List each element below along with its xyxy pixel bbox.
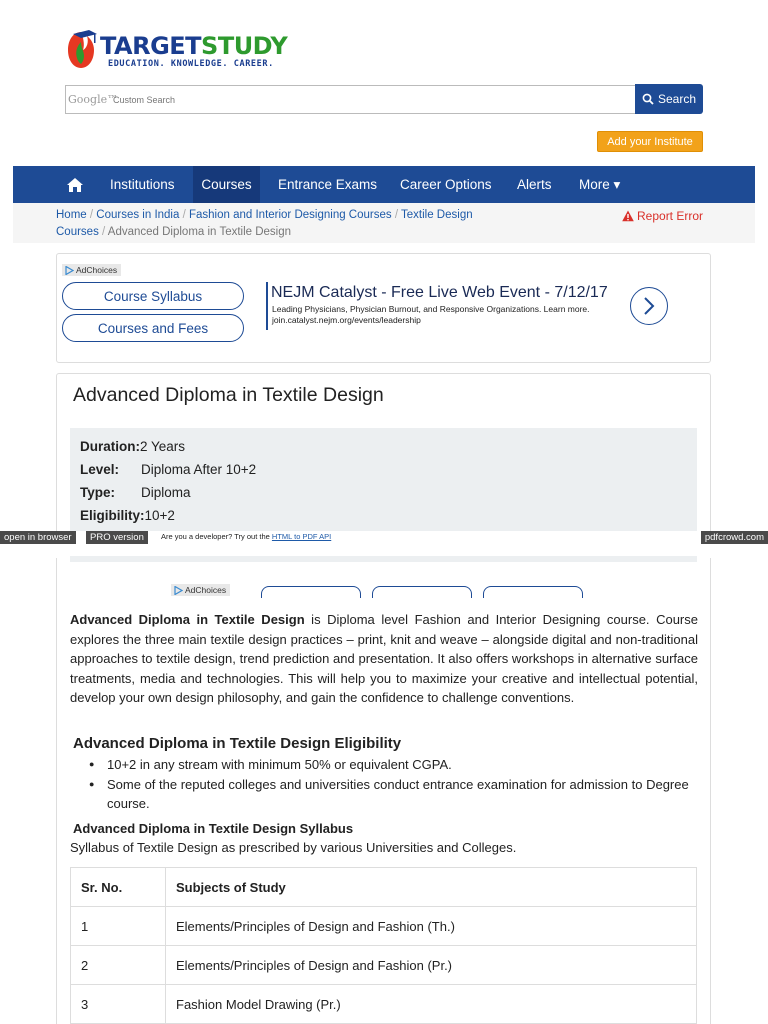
info-type: Type: Diploma: [80, 485, 191, 500]
column-header-sr-no: Sr. No.: [71, 868, 166, 907]
course-syllabus-button[interactable]: Course Syllabus: [62, 282, 244, 310]
logo-flame-icon: [64, 28, 98, 72]
ad-next-button[interactable]: [630, 287, 668, 325]
info-duration: Duration:2 Years: [80, 439, 186, 454]
cell-sr-no: 3: [71, 985, 166, 1024]
add-institute-button[interactable]: Add your Institute: [597, 131, 703, 152]
chevron-right-icon: [641, 297, 657, 315]
list-item: ● Some of the reputed colleges and universities conduct entrance examination for admission to Degree course.: [89, 775, 689, 814]
open-in-browser-button[interactable]: open in browser: [0, 531, 76, 544]
nav-courses[interactable]: Courses: [193, 166, 260, 203]
nav-entrance-exams[interactable]: Entrance Exams: [278, 177, 378, 192]
breadcrumb-textile-design-courses[interactable]: Textile Design Courses: [56, 209, 473, 238]
search-icon: [642, 93, 654, 105]
cell-subject: Fashion Model Drawing (Pr.): [166, 985, 697, 1024]
adchoices-label: AdChoices: [185, 585, 227, 595]
table-row: [71, 985, 697, 1024]
html-to-pdf-api-link[interactable]: HTML to PDF API: [271, 532, 332, 541]
cell-subject: Elements/Principles of Design and Fashion (Pr.): [166, 946, 697, 985]
table-row: [71, 907, 697, 946]
search-placeholder: Custom Search: [113, 95, 176, 105]
logo-wordmark: TARGETSTUDY: [100, 32, 288, 60]
nav-more-dropdown[interactable]: More ▾: [579, 176, 621, 192]
ad-title[interactable]: NEJM Catalyst - Free Live Web Event - 7/12/17: [271, 284, 608, 301]
info-level: Level: Diploma After 10+2: [80, 462, 257, 477]
syllabus-table: [70, 867, 697, 1024]
breadcrumb-courses-in-india[interactable]: Courses in India: [96, 209, 180, 221]
ad-link-button-3[interactable]: [483, 586, 583, 598]
adchoices-badge[interactable]: [62, 264, 121, 276]
adchoices-icon: [174, 586, 183, 595]
table-header-row: [71, 868, 697, 907]
nav-alerts[interactable]: Alerts: [517, 177, 552, 192]
search-button-label: Search: [657, 92, 697, 106]
report-error-link[interactable]: [622, 209, 703, 223]
cell-sr-no: 1: [71, 907, 166, 946]
adchoices-label: AdChoices: [76, 265, 118, 275]
nav-career-options[interactable]: Career Options: [400, 177, 492, 192]
developer-note: Are you a developer? Try out the HTML to PDF API: [161, 532, 332, 541]
ad-description[interactable]: Leading Physicians, Physician Burnout, and Responsive Organizations. Learn more. join.catalyst.nejm.org/events/leadership: [272, 304, 590, 325]
list-item: ● 10+2 in any stream with minimum 50% or equivalent CGPA.: [89, 755, 689, 775]
logo-tagline: EDUCATION. KNOWLEDGE. CAREER.: [108, 59, 274, 69]
pro-version-button[interactable]: PRO version: [86, 531, 148, 544]
ad-link-button-2[interactable]: [372, 586, 472, 598]
cell-sr-no: 2: [71, 946, 166, 985]
nav-institutions[interactable]: Institutions: [110, 177, 175, 192]
syllabus-subtitle: Syllabus of Textile Design as prescribed by various Universities and Colleges.: [70, 840, 517, 855]
cell-subject: Elements/Principles of Design and Fashion (Th.): [166, 907, 697, 946]
column-header-subjects: Subjects of Study: [166, 868, 697, 907]
info-eligibility: Eligibility:10+2: [80, 508, 175, 523]
google-brand: Google™: [68, 93, 119, 106]
info-box-bottom: [70, 556, 697, 562]
pdfcrowd-bar: [0, 531, 768, 545]
breadcrumb-fashion-courses[interactable]: Fashion and Interior Designing Courses: [188, 209, 392, 221]
site-logo[interactable]: [64, 28, 304, 74]
search-button[interactable]: [635, 84, 703, 114]
eligibility-list: [89, 755, 689, 814]
syllabus-heading: Advanced Diploma in Textile Design Syllabus: [73, 821, 354, 836]
adchoices-badge-2[interactable]: [171, 584, 230, 596]
nav-home[interactable]: [66, 166, 84, 203]
page-title: Advanced Diploma in Textile Design: [73, 384, 384, 406]
breadcrumb-current: Advanced Diploma in Textile Design: [107, 226, 292, 238]
adchoices-icon: [65, 266, 74, 275]
report-error-label: Report Error: [637, 209, 704, 223]
eligibility-heading: Advanced Diploma in Textile Design Eligibility: [73, 735, 402, 752]
warning-icon: [622, 210, 634, 222]
main-navbar: [13, 166, 755, 203]
search-input[interactable]: [65, 85, 635, 114]
breadcrumb-home[interactable]: Home: [56, 209, 87, 221]
table-row: [71, 946, 697, 985]
courses-and-fees-button[interactable]: Courses and Fees: [62, 314, 244, 342]
ad-divider: [266, 282, 268, 330]
course-description: Advanced Diploma in Textile Design is Diploma level Fashion and Interior Designing course. Course explores the three main textile design practices – print, knit and weave – alongside digital and non-traditional approaches to textile design, trend prediction and presentation. It also offers workshops in alternative surface treatments, media and technologies. This will help you to maximize your creative and intellectual potential, develop your own design philosophy, and gain the confidence to challenge conventions.: [70, 612, 698, 705]
home-icon: [66, 177, 84, 193]
breadcrumb: Home / Courses in India / Fashion and Interior Designing Courses / Textile Design Courses / Advanced Diploma in Textile Design: [56, 209, 473, 238]
pdfcrowd-brand-link[interactable]: pdfcrowd.com: [701, 531, 768, 544]
ad-link-button-1[interactable]: [261, 586, 361, 598]
